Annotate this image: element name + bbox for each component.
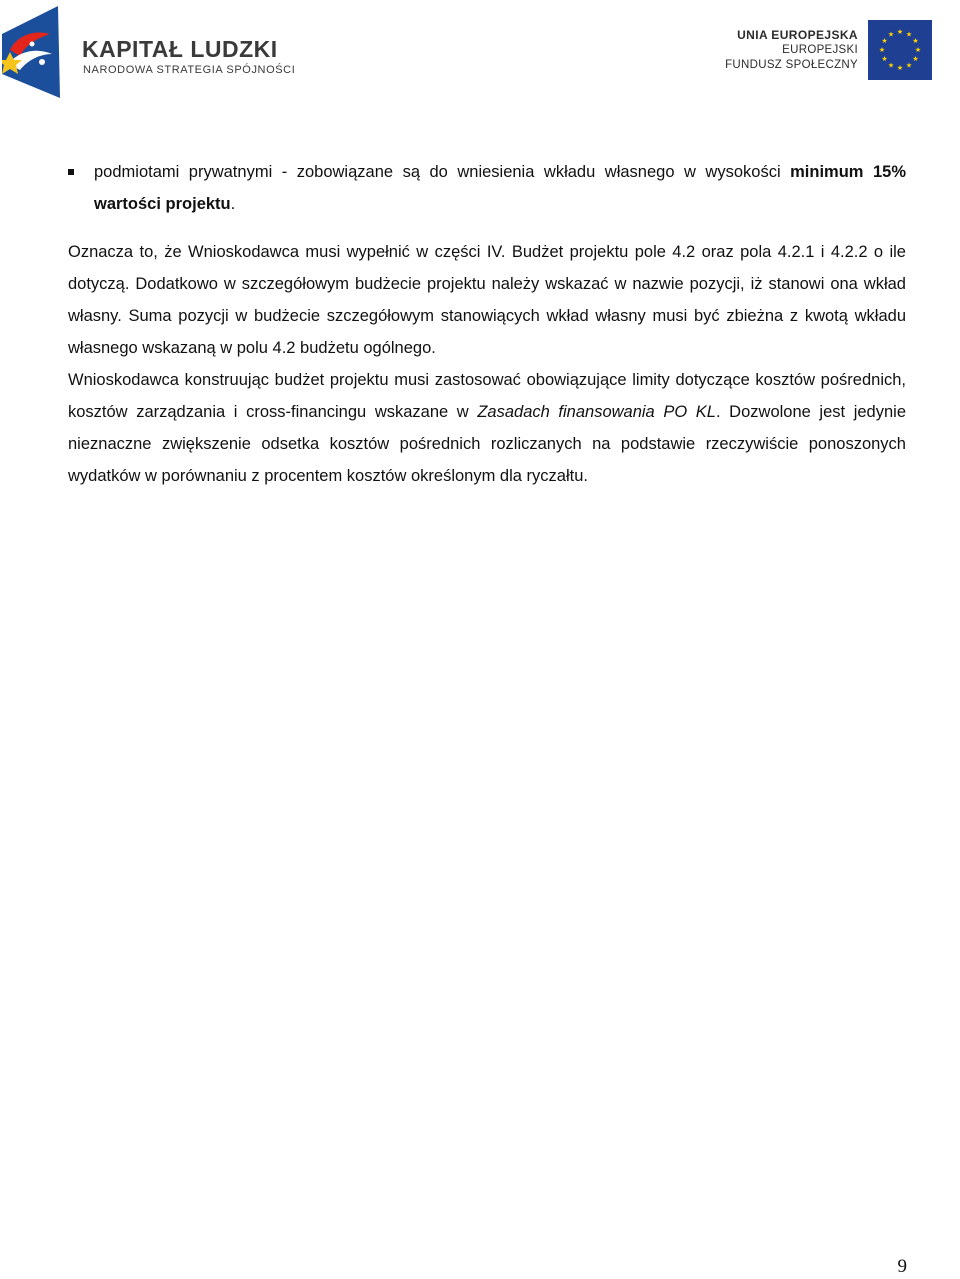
paragraph-2-part2: . Dozwolone jest jedynie nieznaczne zwiększenie odsetka kosztów pośrednich rozliczanych na podstawie rzeczywiście ponoszonych wydatków w porównaniu z procentem kosztów określonym dla ryczałtu. [68,403,906,485]
paragraph-2 [68,364,906,492]
eu-line-3: FUNDUSZ SPOŁECZNY [725,59,858,71]
bullet-text-plain: podmiotami prywatnymi - zobowiązane są do wniesienia wkładu własnego w wysokości [94,163,791,181]
document-body [68,156,906,492]
eu-line-1: UNIA EUROPEJSKA [737,28,858,42]
eu-flag-icon [868,20,932,80]
paragraph-2-italic: Zasadach finansowania PO KL [477,403,716,421]
svg-text:★: ★ [905,61,913,70]
paragraph-1: Oznacza to, że Wnioskodawca musi wypełnić w części IV. Budżet projektu pole 4.2 oraz pola 4.2.1 i 4.2.2 o ile dotyczą. Dodatkowo w szczegółowym budżecie projektu należy wskazać w nazwie pozycji, iż stanowi ona wkład własny. Suma pozycji w budżecie szczegółowym stanowiących wkład własny musi być zbieżna z kwotą wkładu własnego wskazaną w polu 4.2 budżetu ogólnego. [68,243,906,357]
svg-text:★: ★ [905,30,913,39]
bullet-text-bold: minimum 15% wartości projektu [94,163,906,213]
svg-text:★: ★ [878,46,886,54]
page-number: 9 [897,1256,907,1277]
svg-text:★: ★ [881,55,888,63]
svg-text:★: ★ [912,55,919,63]
bullet-item [68,156,906,220]
square-bullet-icon [68,169,74,175]
paragraph-2-part1: Wnioskodawca konstruując budżet projektu musi zastosować obowiązujące limity dotyczące kosztów pośrednich, kosztów zarządzania i cross-financingu wskazane w [68,371,906,421]
bullet-text [94,156,906,220]
svg-text:★: ★ [887,61,895,70]
kapital-ludzki-logo-icon [2,4,64,98]
kapital-ludzki-subtitle: NARODOWA STRATEGIA SPÓJNOŚCI [83,64,296,76]
eu-line-2: EUROPEJSKI [782,44,858,56]
eu-logo-text [725,28,858,73]
svg-text:★: ★ [896,64,904,72]
svg-text:★: ★ [914,46,922,54]
svg-text:★: ★ [881,37,888,45]
svg-text:★: ★ [887,30,895,39]
svg-text:★: ★ [896,28,904,36]
svg-text:★: ★ [912,37,919,45]
kapital-ludzki-title: KAPITAŁ LUDZKI [82,36,278,62]
bullet-text-end: . [230,195,236,213]
page-header [0,0,960,100]
